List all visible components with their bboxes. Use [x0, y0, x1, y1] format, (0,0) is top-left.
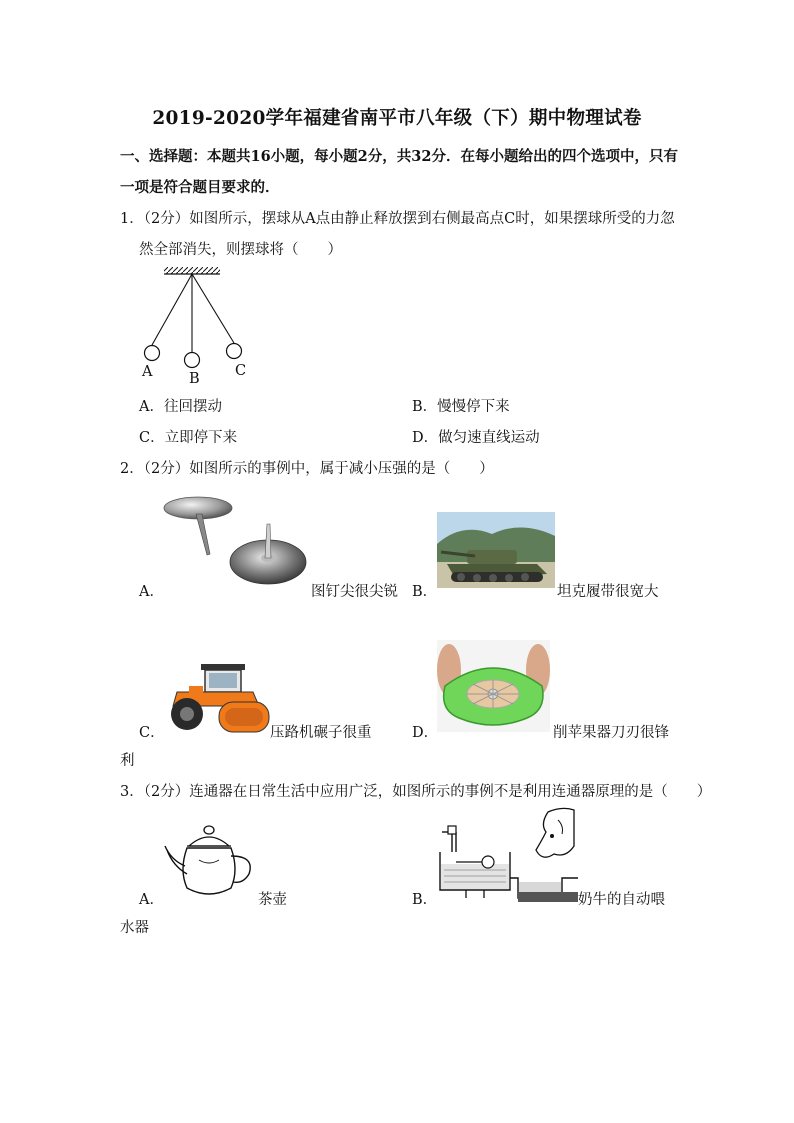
q1-option-c[interactable]: C．立即停下来	[139, 430, 238, 446]
section-heading-line1: 一、选择题：本题共16小题，每小题2分，共32分．在每小题给出的四个选项中，只有	[120, 148, 678, 165]
q2-option-c-label[interactable]: C．	[139, 725, 165, 741]
q2-option-d-label[interactable]: D．	[412, 725, 439, 741]
q2-option-b-caption: 坦克履带很宽大	[557, 584, 659, 600]
teapot-image	[163, 822, 258, 898]
q3-option-a-caption: 茶壶	[258, 892, 287, 908]
q2-option-d-caption: 削苹果器刀刃很锋	[553, 725, 669, 741]
pendulum-ball-a	[145, 346, 160, 361]
pendulum-string-a	[152, 274, 192, 345]
ceiling-support	[164, 267, 220, 274]
section-heading-line2: 一项是符合题目要求的．	[120, 179, 280, 196]
q1-option-d[interactable]: D．做匀速直线运动	[412, 430, 540, 446]
q3-option-a-label[interactable]: A．	[139, 892, 164, 908]
q1-option-a[interactable]: A．往回摆动	[139, 399, 222, 415]
q2-option-a-label[interactable]: A．	[139, 584, 164, 600]
thumbtack-image	[162, 494, 310, 588]
q3-stem: 3．（2分）连通器在日常生活中应用广泛，如图所示的事例不是利用连通器原理的是（ ）	[120, 784, 712, 800]
q3-option-b-caption: 奶牛的自动喂	[578, 892, 665, 908]
q1-stem-line1: 1．（2分）如图所示，摆球从A点由静止释放摆到右侧最高点C时，如果摆球所受的力忽	[120, 211, 675, 227]
tank-image	[437, 512, 555, 588]
apple-slicer-image	[437, 640, 550, 732]
q2-stem: 2．（2分）如图所示的事例中，属于减小压强的是（ ）	[120, 461, 494, 477]
pendulum-ball-b	[185, 353, 200, 368]
q3-option-b-caption-wrap: 水器	[120, 920, 149, 936]
water-feeder-image	[438, 806, 578, 902]
q1-stem-line2: 然全部消失，则摆球将（ ）	[139, 242, 342, 258]
pendulum-ball-c	[227, 344, 242, 359]
q1-option-b[interactable]: B．慢慢停下来	[412, 399, 510, 415]
pendulum-label-c: C	[235, 363, 247, 379]
q2-option-b-label[interactable]: B．	[412, 584, 438, 600]
q3-option-b-label[interactable]: B．	[412, 892, 438, 908]
q2-option-c-caption: 压路机碾子很重	[270, 725, 372, 741]
page-title: 2019-2020学年福建省南平市八年级（下）期中物理试卷	[152, 108, 642, 129]
pendulum-label-b: B	[189, 371, 200, 387]
q2-option-d-caption-wrap: 利	[120, 753, 135, 769]
road-roller-image	[163, 662, 271, 734]
pendulum-string-c	[192, 274, 234, 343]
pendulum-label-a: A	[142, 364, 153, 380]
q2-option-a-caption: 图钉尖很尖锐	[311, 584, 398, 600]
